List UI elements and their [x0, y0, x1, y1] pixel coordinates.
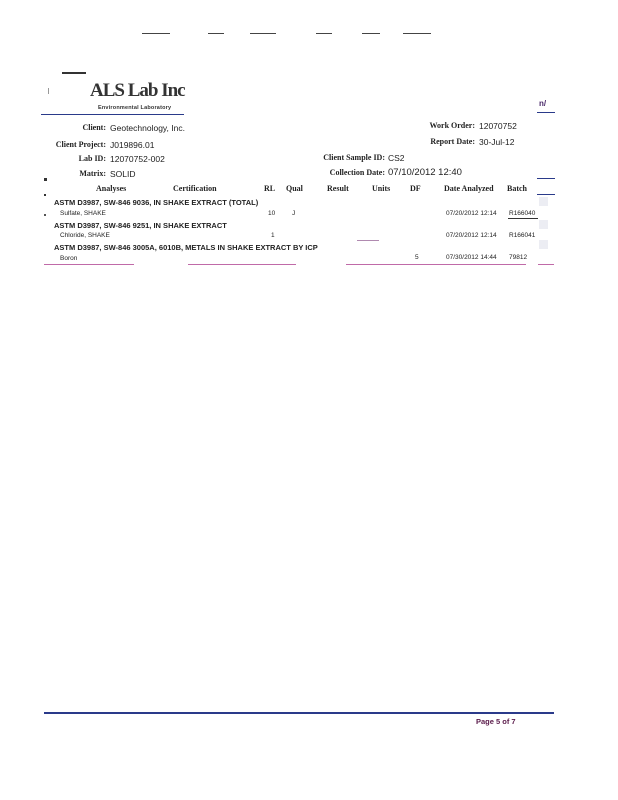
row-batch: R166041 [509, 232, 536, 239]
col-batch: Batch [507, 184, 527, 193]
labid-label: Lab ID: [78, 154, 106, 163]
row-date: 07/30/2012 14:44 [446, 254, 497, 261]
method-heading: ASTM D3987, SW-846 9251, IN SHAKE EXTRACT [54, 221, 227, 230]
col-certification: Certification [173, 184, 217, 193]
scan-mark [316, 33, 332, 34]
reportdate-label: Report Date: [430, 137, 475, 146]
reportdate-value: 30-Jul-12 [479, 137, 515, 147]
col-result: Result [327, 184, 349, 193]
sampleid-label: Client Sample ID: [323, 153, 385, 162]
scan-mark [362, 33, 380, 34]
col-date-analyzed: Date Analyzed [444, 184, 494, 193]
col-analyses: Analyses [96, 184, 127, 193]
collection-value: 07/10/2012 12:40 [388, 167, 462, 178]
scan-mark [44, 178, 47, 181]
project-label: Client Project: [55, 140, 106, 149]
matrix-value: SOLID [110, 169, 136, 179]
scan-mark [208, 33, 224, 34]
edge-mark [539, 197, 548, 206]
edge-mark [539, 220, 548, 229]
col-rl: RL [264, 184, 276, 193]
method-heading: ASTM D3987, SW-846 9036, IN SHAKE EXTRACT (TOTAL) [54, 198, 259, 207]
logo-rule [41, 114, 184, 115]
row-rl: 10 [268, 210, 276, 217]
scan-line [188, 264, 296, 265]
edge-rule [537, 178, 555, 179]
matrix-label: Matrix: [79, 169, 106, 178]
col-units: Units [372, 184, 391, 193]
row-df: 5 [415, 254, 419, 261]
col-qual: Qual [286, 184, 303, 193]
sampleid-value: CS2 [388, 153, 405, 163]
logo-name: ALS Lab Inc [90, 80, 185, 101]
collection-label: Collection Date: [329, 168, 385, 177]
edge-text: n/ [539, 99, 547, 108]
row-qual: J [292, 210, 296, 217]
scan-mark [44, 214, 46, 216]
scan-line [44, 264, 134, 265]
scan-mark [44, 194, 46, 196]
edge-mark [539, 240, 548, 249]
row-batch: R166040 [509, 210, 536, 217]
scan-mark [142, 33, 170, 34]
workorder-label: Work Order: [429, 121, 475, 130]
footer-rule [44, 712, 554, 714]
client-label: Client: [82, 123, 106, 132]
method-heading: ASTM D3987, SW-846 3005A, 6010B, METALS IN SHAKE EXTRACT BY ICP [54, 243, 318, 252]
row-rl: 1 [271, 232, 275, 239]
scan-line [346, 264, 526, 265]
row-analyte: Boron [60, 255, 78, 262]
labid-value: 12070752-002 [110, 154, 165, 164]
scan-mark [250, 33, 276, 34]
row-batch: 79812 [509, 254, 528, 261]
scan-line [357, 240, 379, 241]
logo-subtitle: Environmental Laboratory [98, 105, 172, 111]
row-analyte: Chloride, SHAKE [60, 232, 110, 239]
row-underline [508, 218, 538, 219]
row-date: 07/20/2012 12:14 [446, 232, 497, 239]
project-value: J019896.01 [110, 140, 155, 150]
row-date: 07/20/2012 12:14 [446, 210, 497, 217]
col-df: DF [410, 184, 421, 193]
edge-rule [537, 194, 555, 195]
client-value: Geotechnology, Inc. [110, 123, 185, 133]
page-number: Page 5 of 7 [476, 717, 516, 726]
logo-rule-right [537, 112, 555, 113]
row-analyte: Sulfate, SHAKE [60, 210, 106, 217]
workorder-value: 12070752 [479, 121, 517, 131]
scan-line [538, 264, 554, 265]
company-logo [48, 70, 198, 112]
scan-mark [403, 33, 431, 34]
